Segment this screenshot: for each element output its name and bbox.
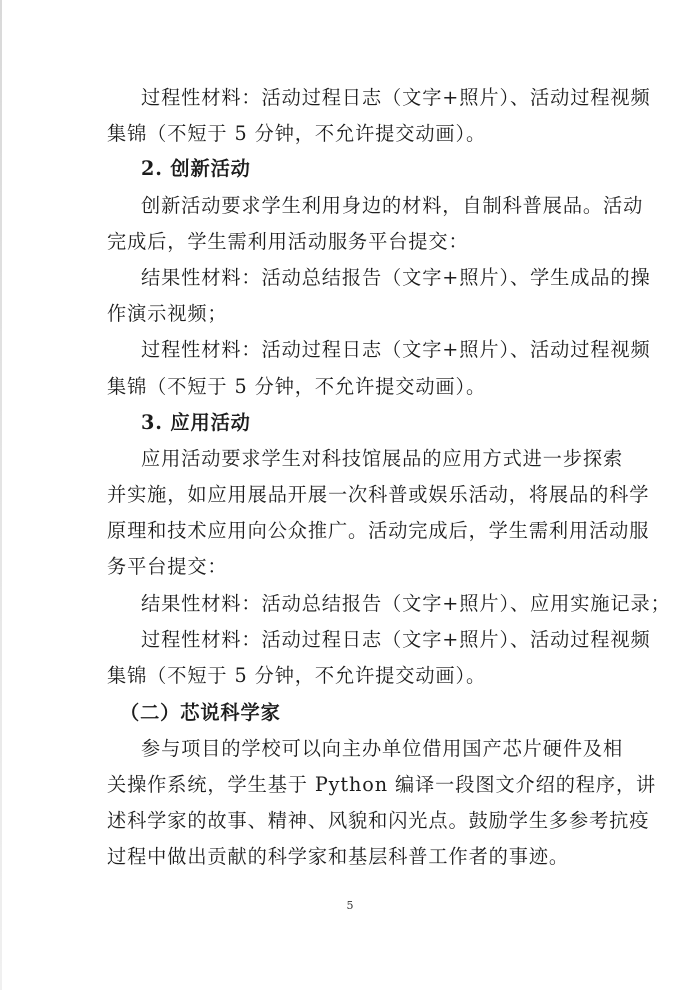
paragraph-line: 过程中做出贡献的科学家和基层科普工作者的事迹。 [107,845,570,868]
paragraph-line: 并实施，如应用展品开展一次科普或娱乐活动，将展品的科学 [107,483,650,506]
paragraph-line: 集锦（不短于 5 分钟，不允许提交动画）。 [107,375,487,398]
section-heading: 3. 应用活动 [141,411,251,434]
paragraph-line: 完成后，学生需利用活动服务平台提交： [107,230,469,253]
paragraph-line: 述科学家的故事、精神、风貌和闪光点。鼓励学生多参考抗疫 [107,809,650,832]
page-number: 5 [346,899,354,912]
paragraph-line: 结果性材料：活动总结报告（文字+照片）、应用实施记录； [141,592,671,615]
paragraph-line: 参与项目的学校可以向主办单位借用国产芯片硬件及相 [141,737,624,760]
paragraph-line: 应用活动要求学生对科技馆展品的应用方式进一步探索 [141,447,624,470]
scan-edge [0,0,2,990]
paragraph-line: 关操作系统，学生基于 Python 编译一段图文介绍的程序，讲 [107,773,657,796]
paragraph-line: 过程性材料：活动过程日志（文字+照片）、活动过程视频 [141,86,651,109]
paragraph-line: 创新活动要求学生利用身边的材料，自制科普展品。活动 [141,194,644,217]
paragraph-line: 务平台提交： [107,555,228,578]
section-heading: 2. 创新活动 [141,157,251,180]
paragraph-line: 过程性材料：活动过程日志（文字+照片）、活动过程视频 [141,628,651,651]
paragraph-line: 作演示视频； [107,302,228,325]
paragraph-line: 原理和技术应用向公众推广。活动完成后，学生需利用活动服 [107,519,650,542]
subsection-heading: （二）芯说科学家 [120,701,281,724]
paragraph-line: 集锦（不短于 5 分钟，不允许提交动画）。 [107,664,487,687]
paragraph-line: 集锦（不短于 5 分钟，不允许提交动画）。 [107,122,487,145]
paragraph-line: 过程性材料：活动过程日志（文字+照片）、活动过程视频 [141,338,651,361]
paragraph-line: 结果性材料：活动总结报告（文字+照片）、学生成品的操 [141,266,651,289]
